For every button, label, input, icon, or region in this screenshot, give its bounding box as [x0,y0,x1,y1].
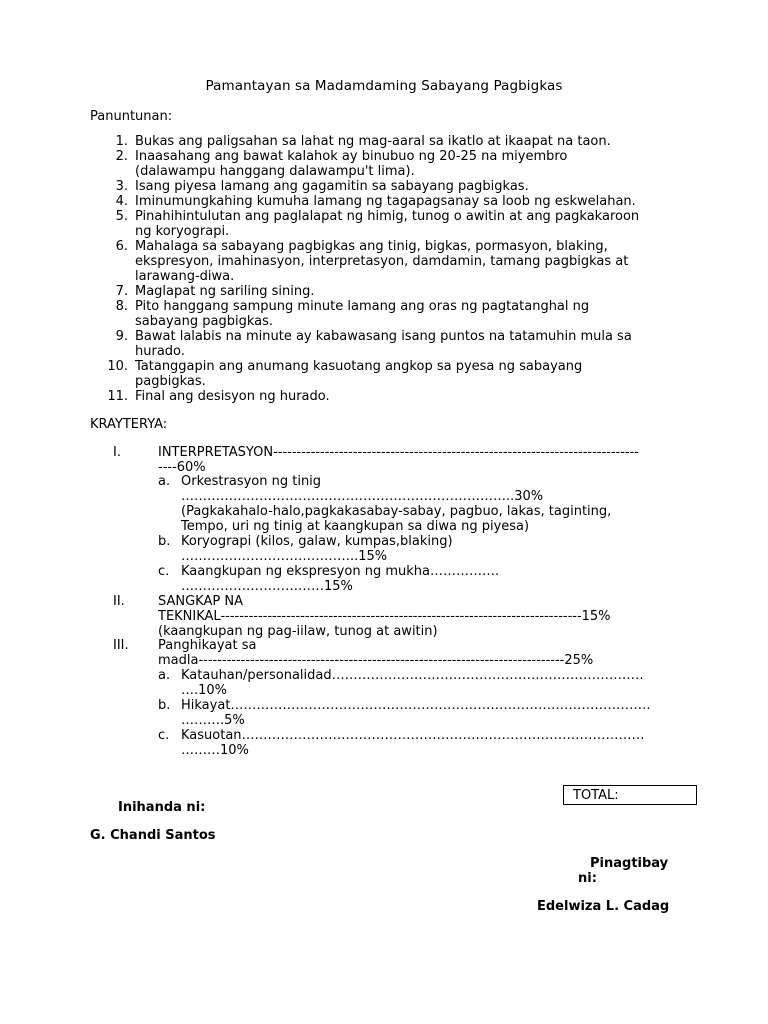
rule-number: 2. [115,149,128,164]
approved-by-label-cont: ni: [578,871,597,886]
rule-number: 10. [107,359,128,374]
prepared-by-name: G. Chandi Santos [90,828,216,843]
rule-number: 6. [115,239,128,254]
sub-criterion-text: Hikayat……………………………………………………………………………………. [181,698,651,713]
rule-text: Pinahihintulutan ang paglalapat ng himig, tunog o awitin at ang pagkakaroon [135,209,640,224]
sub-criterion-text: Koryograpi (kilos, galaw, kumpas,blaking) [181,534,453,549]
rule-number: 9. [115,329,128,344]
sub-criterion-text: …………………………………..15% [181,549,388,564]
sub-criterion-text: ….10% [181,683,228,698]
rule-text: larawang-diwa. [135,269,235,284]
sub-criterion-text: Katauhan/personalidad……………………………………………………………… [181,668,644,683]
krayterya-heading: KRAYTERYA: [90,417,168,432]
approved-by-label: Pinagtibay [590,856,669,871]
criterion-title: SANGKAP NA [158,594,243,609]
document-title: Pamantayan sa Madamdaming Sabayang Pagbigkas [205,78,563,94]
rule-text: Mahalaga sa sabayang pagbigkas ang tinig, bigkas, pormasyon, blaking, [135,239,608,254]
rule-text: Bawat lalabis na minute ay kabawasang isang puntos na tatamuhin mula sa [135,329,632,344]
criterion-title: Panghikayat sa [158,638,257,653]
rule-number: 4. [115,194,128,209]
sub-criterion-letter: c. [158,728,170,743]
prepared-by-label: Inihanda ni: [118,800,206,815]
total-label: TOTAL: [573,788,619,803]
rule-number: 8. [115,299,128,314]
criterion-note: (kaangkupan ng pag-iilaw, tunog at awitin) [158,624,438,639]
sub-criterion-letter: b. [158,698,171,713]
criterion-number: III. [113,638,129,653]
sub-criterion-text: ……………………………15% [181,579,353,594]
rule-text: Inaasahang ang bawat kalahok ay binubuo ng 20-25 na miyembro [135,149,568,164]
rule-text: Final ang desisyon ng hurado. [135,389,330,404]
rule-text: Bukas ang paligsahan sa lahat ng mag-aaral sa ikatlo at ikaapat na taon. [135,134,611,149]
rule-number: 1. [115,134,128,149]
sub-criterion-text: Kaangkupan ng ekspresyon ng mukha……………. [181,564,500,579]
rule-number: 5. [115,209,128,224]
sub-criterion-text: (Pagkakahalo-halo,pagkakasabay-sabay, pagbuo, lakas, taginting, [181,504,612,519]
criterion-number: I. [113,445,121,460]
rule-text: Tatanggapin ang anumang kasuotang angkop sa pyesa ng sabayang [135,359,583,374]
criterion-number: II. [113,594,125,609]
rule-text: ekspresyon, imahinasyon, interpretasyon, damdamin, tamang pagbigkas at [135,254,629,269]
criterion-score: ----60% [158,460,206,475]
sub-criterion-text: Orkestrasyon ng tinig [181,474,322,489]
rule-text: (dalawampu hanggang dalawampu't lima). [135,164,415,179]
panuntunan-heading: Panuntunan: [90,109,173,124]
sub-criterion-letter: b. [158,534,171,549]
rule-number: 7. [115,284,128,299]
sub-criterion-text: ……….5% [181,713,245,728]
rule-text: pagbigkas. [135,374,206,389]
criterion-score: TEKNIKAL-----------------------------------------------------------------------------15% [158,609,611,624]
sub-criterion-letter: c. [158,564,170,579]
rule-text: Maglapat ng sariling sining. [135,284,315,299]
sub-criterion-letter: a. [158,474,171,489]
rule-number: 11. [107,389,128,404]
rule-text: sabayang pagbigkas. [135,314,273,329]
rule-text: hurado. [135,344,185,359]
sub-criterion-text: …………………………………………………………………..30% [181,489,544,504]
sub-criterion-text: ………10% [181,743,249,758]
sub-criterion-text: Tempo, uri ng tinig at kaangkupan sa diwa ng piyesa) [181,519,530,534]
approved-by-name: Edelwiza L. Cadag [537,899,670,914]
rule-text: Isang piyesa lamang ang gagamitin sa sabayang pagbigkas. [135,179,529,194]
rule-text: ng koryograpi. [135,224,230,239]
rule-text: Pito hanggang sampung minute lamang ang oras ng pagtatanghal ng [135,299,590,314]
criterion-score: madla------------------------------------------------------------------------------25% [158,653,594,668]
criterion-title: INTERPRETASYON------------------------------------------------------------------------------ [158,445,639,460]
sub-criterion-text: Kasuotan………………………………………………………………………………… [181,728,645,743]
rule-text: Iminumungkahing kumuha lamang ng tagapagsanay sa loob ng eskwelahan. [135,194,636,209]
total-box [563,785,697,805]
rule-number: 3. [115,179,128,194]
sub-criterion-letter: a. [158,668,171,683]
